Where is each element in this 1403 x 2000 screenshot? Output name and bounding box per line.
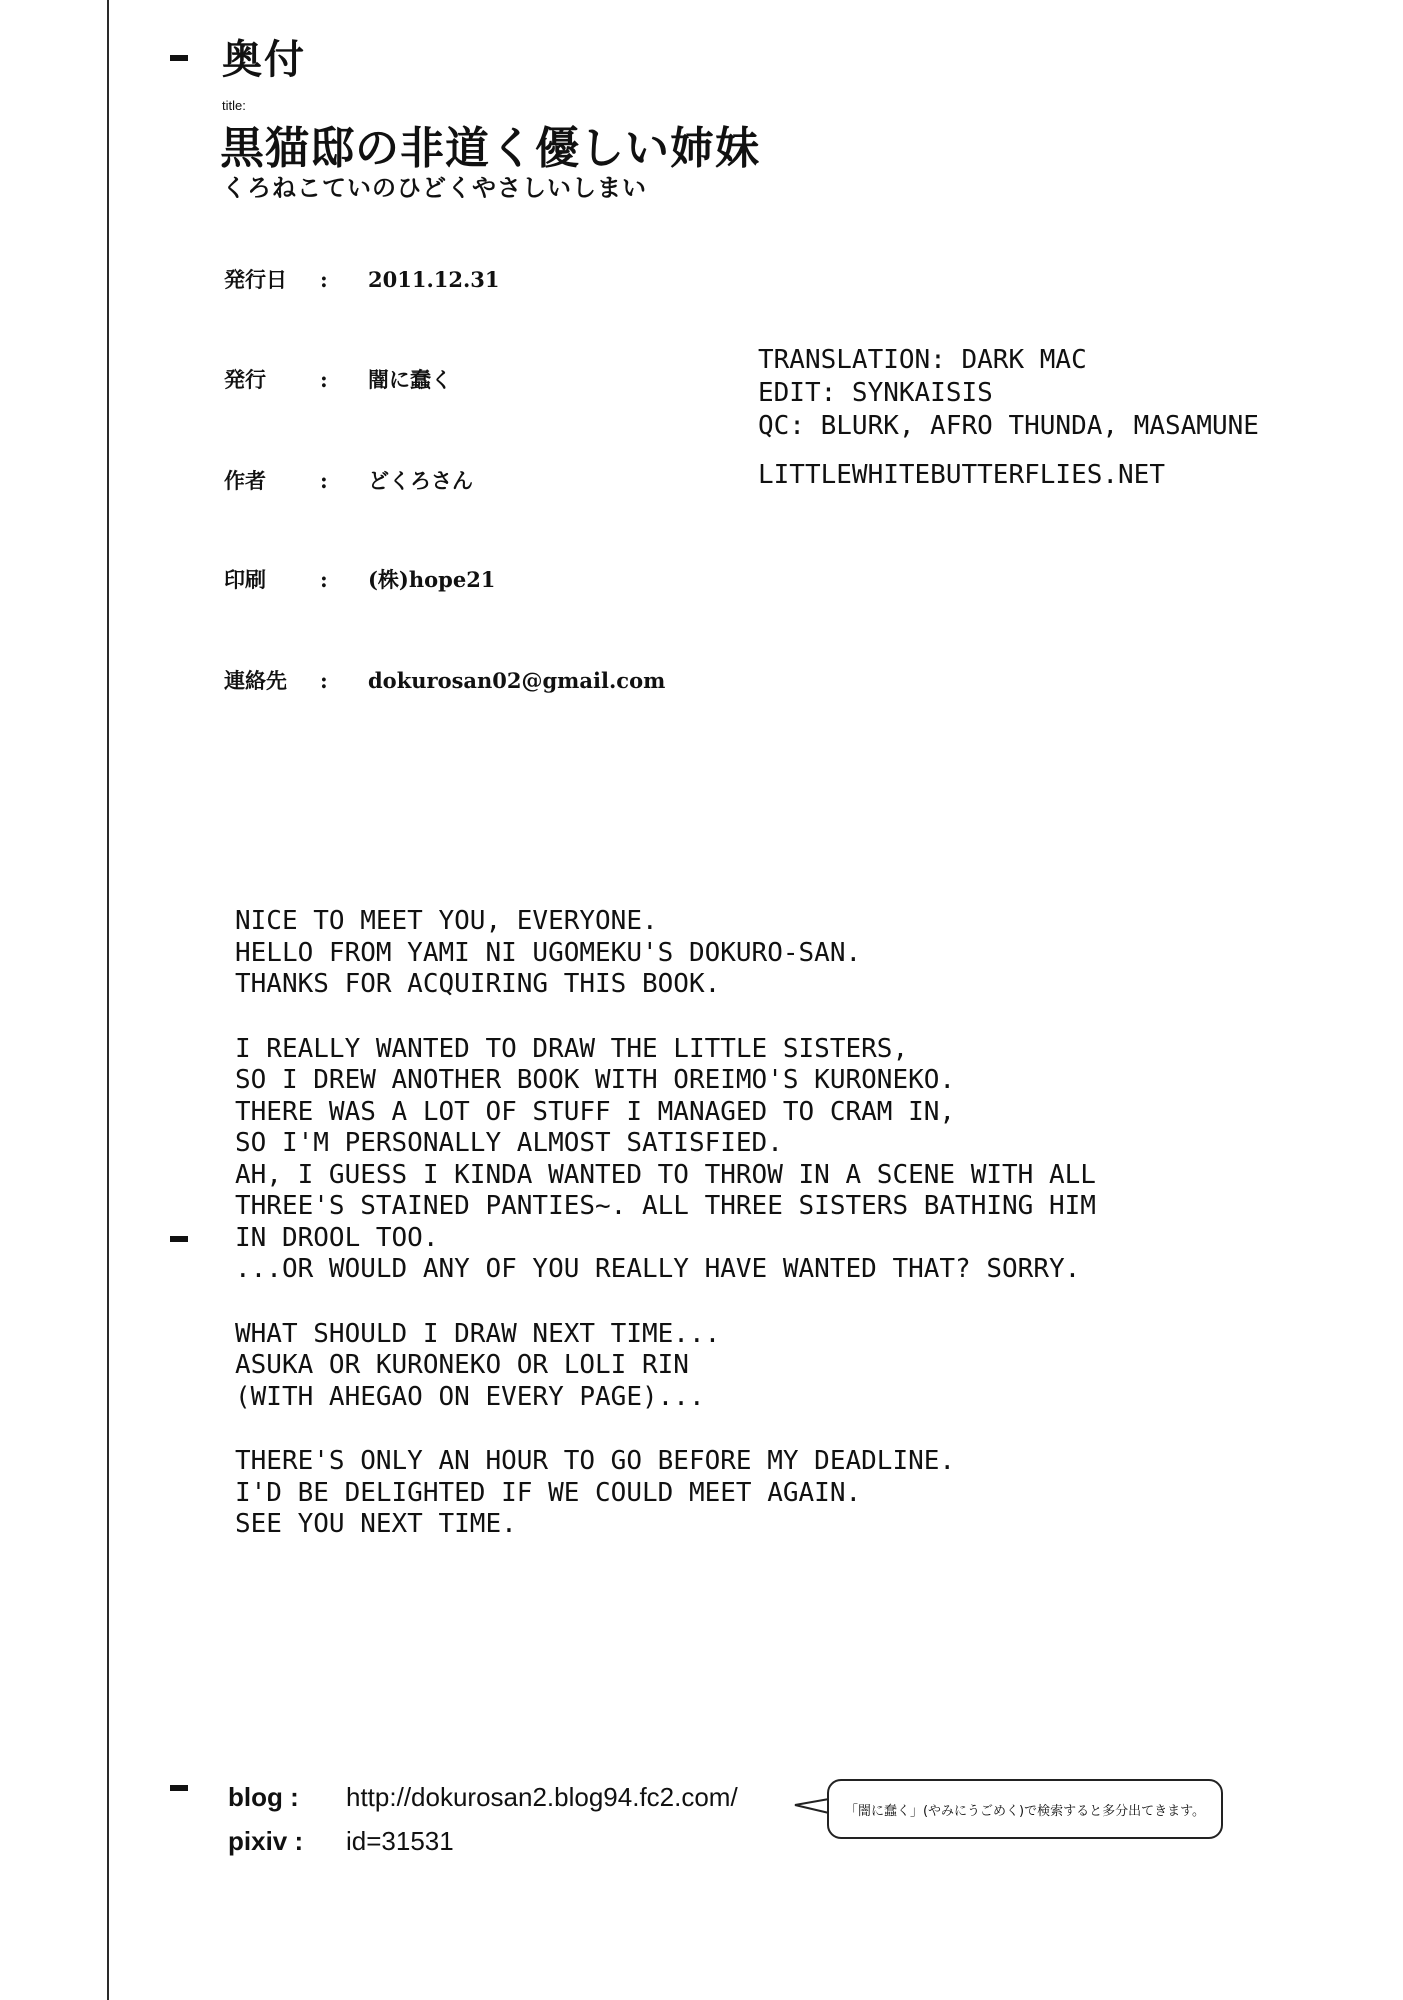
info-colon: :: [320, 267, 328, 292]
credit-site: LITTLEWHITEBUTTERFLIES.NET: [758, 460, 1165, 490]
credit-edit: EDIT: SYNKAISIS: [758, 378, 993, 408]
message-line: THERE'S ONLY AN HOUR TO GO BEFORE MY DEADLINE.: [235, 1446, 956, 1476]
message-line: ASUKA OR KURONEKO OR LOLI RIN: [235, 1350, 689, 1380]
search-hint-text: 「闇に蠢く」(やみにうごめく)で検索すると多分出てきます。: [844, 1803, 1206, 1819]
translation-credits: [758, 344, 1259, 492]
blog-link-row: [228, 1782, 738, 1813]
message-line: (WITH AHEGAO ON EVERY PAGE)...: [235, 1381, 705, 1412]
info-value: (株)hope21: [368, 567, 496, 592]
dash-mark-top: [170, 55, 188, 61]
message-line: WHAT SHOULD I DRAW NEXT TIME...: [235, 1318, 721, 1349]
blog-label: blog :: [228, 1782, 299, 1812]
colophon-heading: 奥付: [222, 36, 306, 83]
message-line: SEE YOU NEXT TIME.: [235, 1509, 517, 1539]
credit-translation: TRANSLATION: DARK MAC: [758, 345, 1087, 375]
info-row-author: [224, 465, 473, 495]
dash-mark-bottom: [170, 1785, 188, 1791]
info-key: 作者: [224, 468, 266, 493]
afterword-message: [235, 906, 1096, 1574]
message-line: THERE WAS A LOT OF STUFF I MANAGED TO CRAM IN,: [235, 1096, 956, 1127]
pixiv-id: id=31531: [346, 1826, 454, 1856]
info-value: 2011.12.31: [368, 267, 500, 292]
info-row-publisher: [224, 364, 452, 394]
book-title: 黒猫邸の非道く優しい姉妹: [220, 123, 760, 174]
book-title-kana: くろねこていのひどくやさしいしまい: [222, 173, 647, 202]
pixiv-label: pixiv :: [228, 1826, 304, 1856]
info-value: 闇に蠢く: [368, 367, 452, 392]
info-colon: :: [320, 468, 328, 493]
message-line: THANKS FOR ACQUIRING THIS BOOK.: [235, 969, 721, 999]
credit-qc: QC: BLURK, AFRO THUNDA, MASAMUNE: [758, 411, 1259, 441]
info-value: dokurosan02@gmail.com: [368, 668, 666, 693]
info-key: 印刷: [224, 567, 266, 592]
page-spine-line: [107, 0, 109, 2000]
info-key: 連絡先: [224, 668, 287, 693]
message-line: AH, I GUESS I KINDA WANTED TO THROW IN A SCENE WITH ALL: [235, 1159, 1096, 1190]
info-colon: :: [320, 567, 328, 592]
message-paragraph-1: [235, 906, 1096, 1001]
message-line: NICE TO MEET YOU, EVERYONE.: [235, 906, 658, 936]
info-row-printer: [224, 564, 495, 594]
message-line: HELLO FROM YAMI NI UGOMEKU'S DOKURO-SAN.: [235, 937, 862, 968]
pixiv-link-row: [228, 1826, 454, 1857]
dash-mark-middle: [170, 1236, 188, 1242]
info-key: 発行: [224, 367, 266, 392]
message-line: SO I DREW ANOTHER BOOK WITH OREIMO'S KURONEKO.: [235, 1065, 956, 1095]
message-line: I'D BE DELIGHTED IF WE COULD MEET AGAIN.: [235, 1477, 862, 1508]
message-paragraph-2: [235, 1034, 1096, 1286]
message-line: I REALLY WANTED TO DRAW THE LITTLE SISTERS,: [235, 1033, 909, 1064]
info-colon: :: [320, 668, 328, 693]
info-row-date: [224, 264, 500, 294]
title-label: title:: [222, 98, 246, 113]
message-line: SO I'M PERSONALLY ALMOST SATISFIED.: [235, 1128, 783, 1158]
search-hint-bubble: [827, 1779, 1223, 1839]
info-row-contact: [224, 665, 665, 695]
info-key: 発行日: [224, 267, 287, 292]
message-paragraph-4: [235, 1446, 1096, 1541]
message-line: ...OR WOULD ANY OF YOU REALLY HAVE WANTED THAT? SORRY.: [235, 1254, 1081, 1284]
message-paragraph-3: [235, 1319, 1096, 1414]
info-colon: :: [320, 367, 328, 392]
info-value: どくろさん: [368, 468, 473, 493]
message-line: THREE'S STAINED PANTIES~. ALL THREE SISTERS BATHING HIM: [235, 1191, 1096, 1221]
blog-url: http://dokurosan2.blog94.fc2.com/: [346, 1782, 738, 1812]
message-line: IN DROOL TOO.: [235, 1222, 439, 1253]
